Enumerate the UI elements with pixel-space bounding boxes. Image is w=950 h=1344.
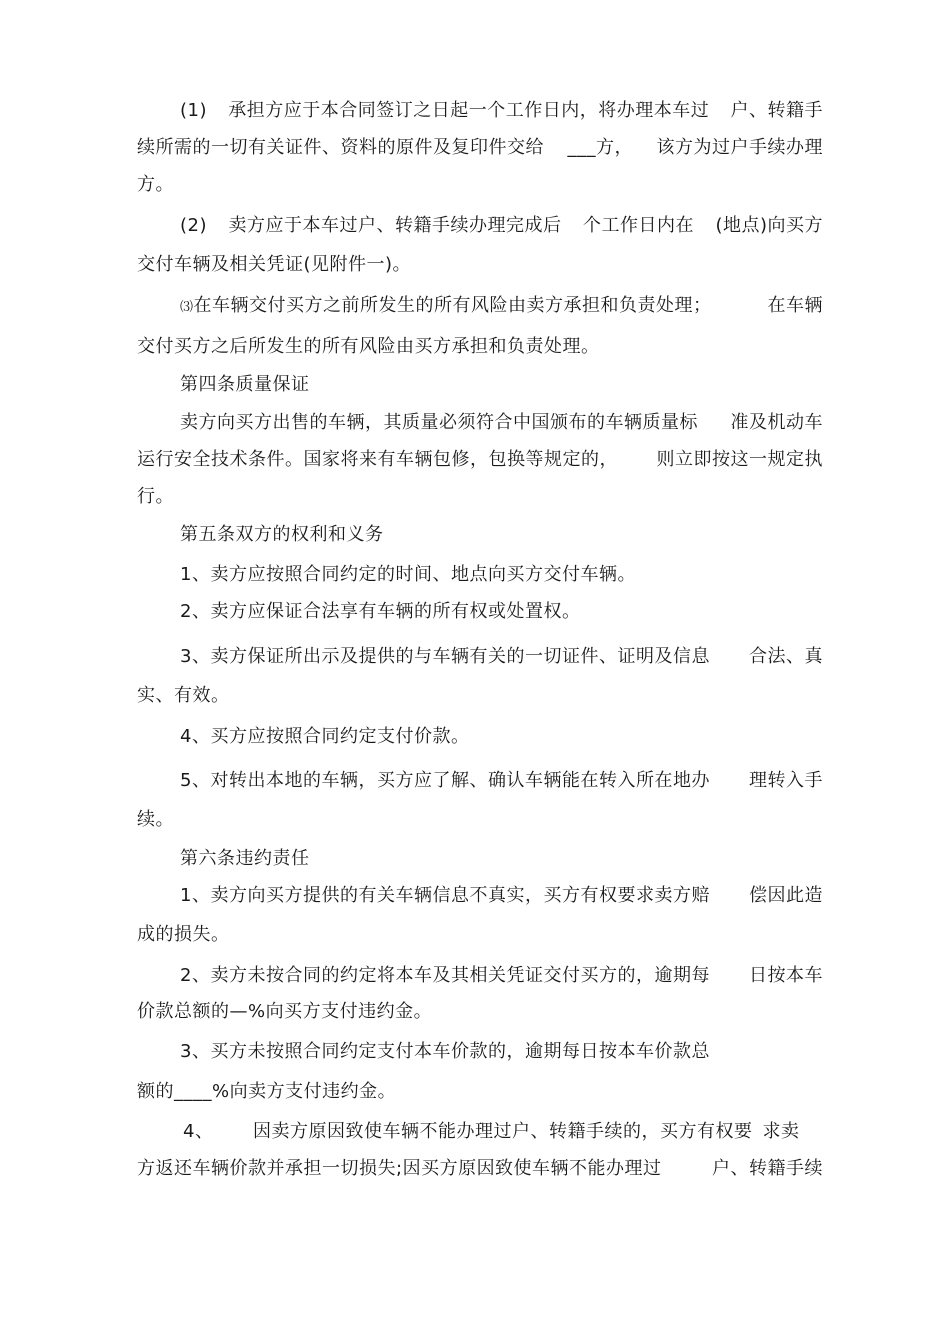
article-5-item-1: 1、卖方应按照合同约定的时间、地点向买方交付车辆。 bbox=[180, 564, 636, 585]
text-segment: 因卖方原因致使车辆不能办理过户、转籍手续的，买方有权要 bbox=[253, 1121, 753, 1142]
clause-3-1-line-2 bbox=[137, 136, 823, 160]
article-5-item-5-line-2: 续。 bbox=[137, 809, 174, 830]
article-4-line-3: 行。 bbox=[137, 486, 174, 507]
article-5-item-2: 2、卖方应保证合法享有车辆的所有权或处置权。 bbox=[180, 601, 581, 622]
text-segment: 3、卖方保证所出示及提供的与车辆有关的一切证件、证明及信息 bbox=[180, 646, 710, 667]
article-6-item-3-line-2: 额的____%向卖方支付违约金。 bbox=[137, 1081, 397, 1102]
article-4-line-2 bbox=[137, 448, 823, 472]
article-5-heading: 第五条双方的权利和义务 bbox=[180, 524, 384, 545]
text-segment: 个工作日内在 bbox=[582, 215, 694, 236]
clause-3-1-line-1 bbox=[180, 99, 823, 123]
clause-3-2-line-2: 交付车辆及相关凭证(见附件一)。 bbox=[137, 254, 412, 275]
clause-3-1-line-3: 方。 bbox=[137, 174, 174, 195]
text-segment: (地点)向买方 bbox=[715, 215, 823, 236]
article-6-item-3-line-1: 3、买方未按照合同约定支付本车价款的，逾期每日按本车价款总 bbox=[180, 1041, 710, 1062]
text-segment: 日按本车 bbox=[749, 965, 823, 986]
clause-3-2-line-1 bbox=[180, 214, 823, 238]
clause-3-2-number: (2) bbox=[180, 215, 207, 236]
text-segment bbox=[180, 294, 712, 318]
text-segment: 偿因此造 bbox=[749, 885, 823, 906]
text-segment: 方返还车辆价款并承担一切损失;因买方原因致使车辆不能办理过 bbox=[137, 1158, 662, 1179]
article-6-item-1-line-2: 成的损失。 bbox=[137, 924, 230, 945]
text-segment: 则立即按这一规定执 bbox=[656, 449, 823, 470]
text-segment: 户、转籍手续 bbox=[712, 1158, 823, 1179]
article-6-item-4-line-1 bbox=[183, 1120, 823, 1144]
article-6-heading: 第六条违约责任 bbox=[180, 848, 310, 869]
text-segment: 准及机动车 bbox=[730, 412, 823, 433]
article-4-heading: 第四条质量保证 bbox=[180, 374, 310, 395]
article-6-item-1-line-1 bbox=[180, 884, 823, 908]
clause-3-3-number: ⑶ bbox=[180, 300, 194, 315]
clause-3-3-line-1 bbox=[180, 294, 823, 318]
article-5-item-3-line-2: 实、有效。 bbox=[137, 685, 230, 706]
text-segment: 理转入手 bbox=[749, 770, 823, 791]
text-segment: 5、对转出本地的车辆，买方应了解、确认车辆能在转入所在地办 bbox=[180, 770, 710, 791]
text-segment: 该方为过户手续办理 bbox=[656, 137, 823, 158]
clause-3-3-line-2: 交付买方之后所发生的所有风险由买方承担和负责处理。 bbox=[137, 336, 600, 357]
article-5-item-3-line-1 bbox=[180, 645, 823, 669]
text-segment: 卖方向买方出售的车辆，其质量必须符合中国颁布的车辆质量标 bbox=[180, 412, 698, 433]
text-segment: 合法、真 bbox=[749, 646, 823, 667]
text-segment: 运行安全技术条件。国家将来有车辆包修，包换等规定的， bbox=[137, 449, 618, 470]
article-4-line-1 bbox=[180, 411, 823, 435]
article-6-item-4-line-2 bbox=[137, 1157, 823, 1181]
article-6-item-2-line-1 bbox=[180, 964, 823, 988]
text-segment: 承担方应于本合同签订之日起一个工作日内，将办理本车过 bbox=[228, 100, 710, 121]
article-5-item-4: 4、买方应按照合同约定支付价款。 bbox=[180, 726, 470, 747]
article-6-item-2-line-2: 价款总额的—%向买方支付违约金。 bbox=[137, 1001, 433, 1022]
clause-3-1-number: (1) bbox=[180, 100, 207, 121]
text-segment: 在车辆 bbox=[767, 295, 823, 316]
text-segment: 2、卖方未按合同的约定将本车及其相关凭证交付买方的，逾期每 bbox=[180, 965, 710, 986]
text-segment: 求卖 bbox=[762, 1121, 800, 1142]
text-segment: 在车辆交付买方之前所发生的所有风险由卖方承担和负责处理； bbox=[193, 295, 712, 316]
text-segment: 户、转籍手 bbox=[730, 100, 823, 121]
text-segment: ___方， bbox=[567, 137, 633, 158]
text-segment: 卖方应于本车过户、转籍手续办理完成后 bbox=[228, 215, 562, 236]
text-segment: 1、卖方向买方提供的有关车辆信息不真实，买方有权要求卖方赔 bbox=[180, 885, 710, 906]
article-5-item-5-line-1 bbox=[180, 769, 823, 793]
text-segment: 4、 bbox=[183, 1121, 214, 1142]
text-segment: 续所需的一切有关证件、资料的原件及复印件交给 bbox=[137, 137, 544, 158]
